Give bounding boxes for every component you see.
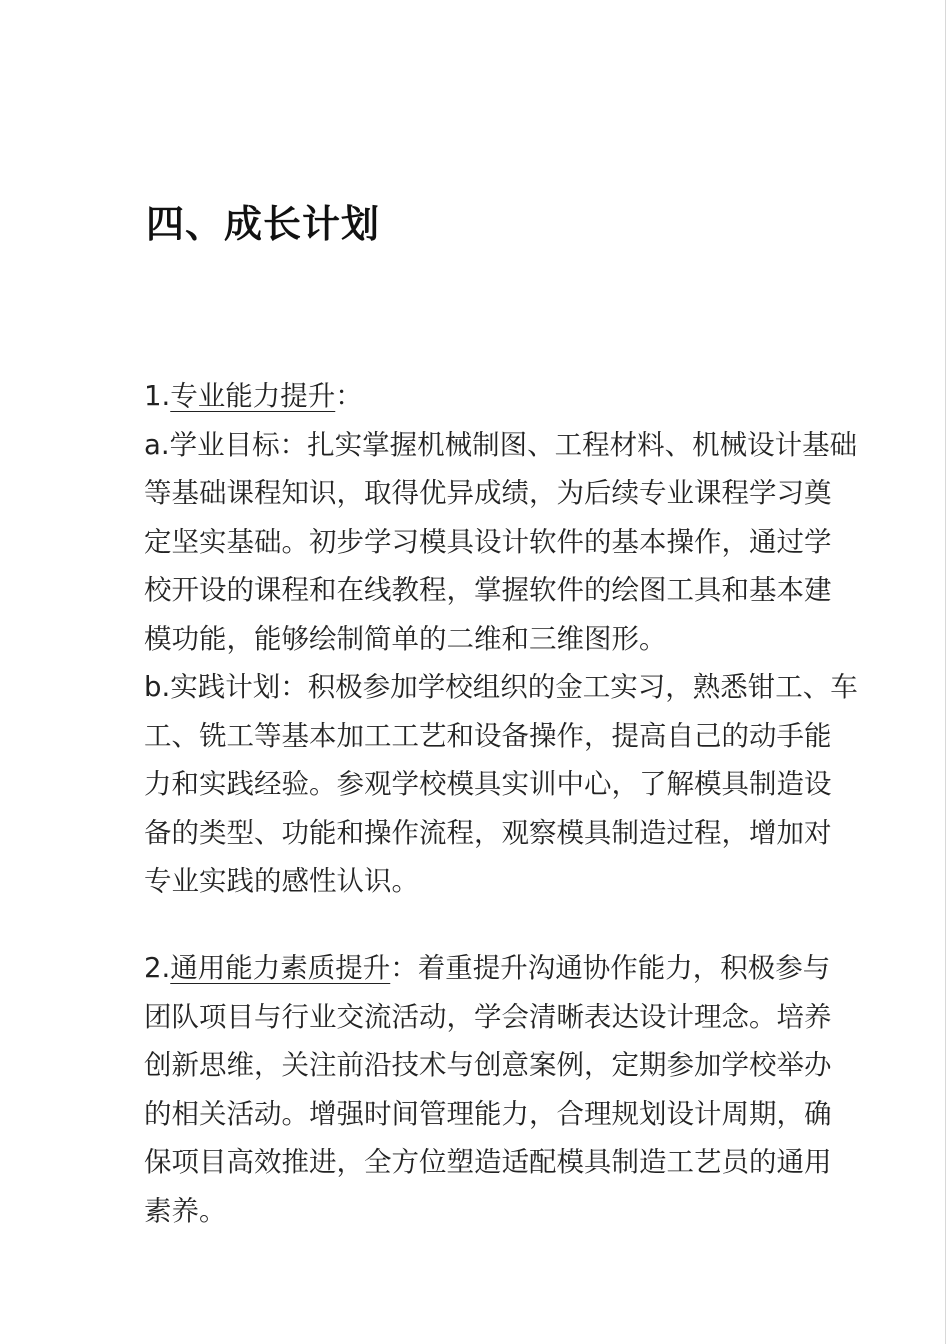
section-number: 2.: [144, 952, 171, 984]
section-heading-text: 通用能力素质提升: [170, 952, 391, 984]
section-number: 1.: [144, 380, 171, 412]
paragraph-line: 素养。: [144, 1194, 227, 1227]
paragraph-line: 团队项目与行业交流活动，学会清晰表达设计理念。培养: [144, 1000, 832, 1033]
paragraph-line: 校开设的课程和在线教程，掌握软件的绘图工具和基本建: [144, 574, 832, 606]
page-title: 四、成长计划: [146, 202, 381, 246]
paragraph-line: 模功能，能够绘制简单的二维和三维图形。: [144, 622, 667, 655]
academic-goal-paragraph: [144, 421, 889, 664]
section-heading-separator: ：: [390, 952, 418, 984]
paragraph-line: 工、铣工等基本加工工艺和设备操作，提高自己的动手能: [144, 719, 832, 752]
paragraph-line: 力和实践经验。参观学校模具实训中心，了解模具制造设: [144, 768, 832, 800]
paragraph-line: 定坚实基础。初步学习模具设计软件的基本操作，通过学: [144, 525, 832, 558]
paragraph-line: 专业实践的感性认识。: [144, 865, 419, 897]
paragraph-line: b.实践计划：积极参加学校组织的金工实习，熟悉钳工、车: [144, 671, 858, 703]
paragraph-line: 的相关活动。增强时间管理能力，合理规划设计周期，确: [144, 1097, 832, 1130]
section-heading-separator: ：: [335, 380, 363, 412]
paragraph-line: 创新思维，关注前沿技术与创意案例，定期参加学校举办: [144, 1049, 832, 1081]
section-heading: [144, 372, 889, 421]
paragraph-line: 保项目高效推进，全方位塑造适配模具制造工艺员的通用: [144, 1146, 832, 1178]
paragraph-line: a.学业目标：扎实掌握机械制图、工程材料、机械设计基础: [144, 428, 858, 461]
practice-plan-paragraph: [144, 663, 889, 906]
general-ability-section: [144, 944, 889, 1235]
section-heading-with-lead: [144, 944, 889, 993]
section-heading-text: 专业能力提升: [170, 380, 336, 412]
paragraph-line: 备的类型、功能和操作流程，观察模具制造过程，增加对: [144, 816, 832, 849]
section-lead-text: 着重提升沟通协作能力，积极参与: [417, 952, 831, 984]
professional-ability-section: [144, 372, 889, 906]
paragraph-line: 等基础课程知识，取得优异成绩，为后续专业课程学习奠: [144, 477, 832, 509]
